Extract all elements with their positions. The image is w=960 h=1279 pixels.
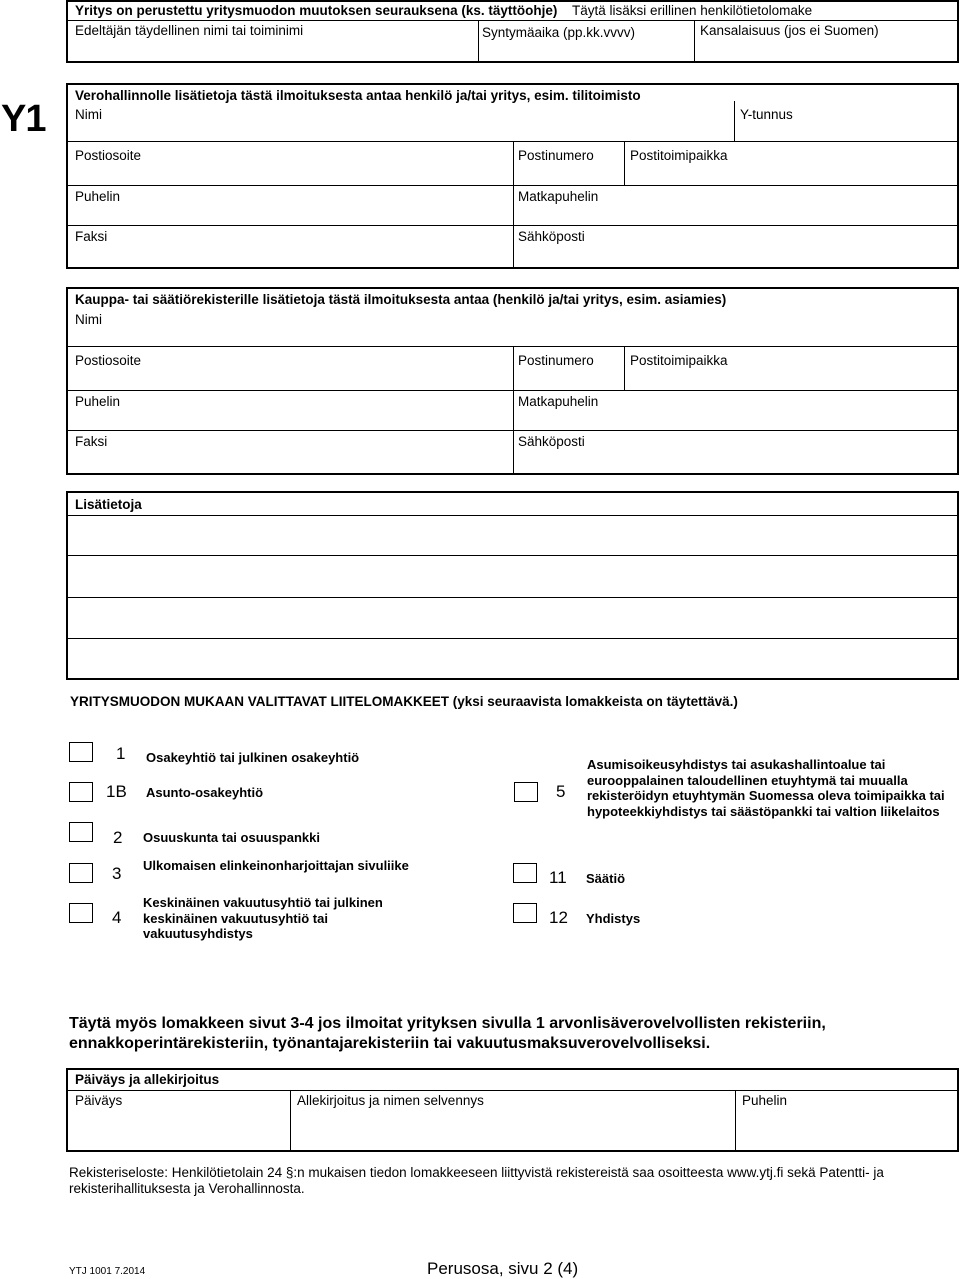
fax-label: Faksi [75, 434, 108, 449]
additional-info-line[interactable] [68, 639, 956, 678]
fax-field[interactable] [68, 451, 511, 472]
date-label: Päiväys [75, 1093, 123, 1108]
form-11-label: Säätiö [586, 871, 626, 886]
address-field[interactable] [68, 371, 511, 389]
form-1-code: 1 [116, 744, 126, 763]
phone-label: Puhelin [75, 189, 121, 204]
divider [734, 101, 735, 141]
form-3-code: 3 [112, 864, 122, 883]
fill-note: Täytä myös lomakkeen sivut 3-4 jos ilmoitat yrityksen sivulla 1 arvonlisäverovelvollisten rekisteriin, ennakkoperintärekisteriin, työnantajarekisteriin tai vakuutusmaksuverovelvolliseksi. [69, 1015, 826, 1052]
form-1b-code: 1B [106, 782, 127, 801]
post-office-field[interactable] [626, 371, 956, 389]
birth-date-label: Syntymäaika (pp.kk.vvvv) [482, 25, 636, 40]
signature-field[interactable] [292, 1110, 733, 1150]
business-id-field[interactable] [736, 124, 956, 141]
email-label: Sähköposti [518, 434, 585, 449]
divider [67, 1090, 958, 1091]
section-code: Y1 [1, 98, 46, 140]
name-label: Nimi [75, 312, 102, 327]
form-5-checkbox[interactable] [514, 782, 538, 802]
citizenship-field[interactable] [696, 40, 956, 61]
email-field[interactable] [515, 246, 956, 266]
divider [513, 346, 514, 473]
postcode-label: Postinumero [518, 148, 594, 163]
business-id-label: Y-tunnus [740, 107, 793, 122]
name-field[interactable] [68, 124, 732, 141]
form-2-checkbox[interactable] [69, 822, 93, 842]
register-notice: Rekisteriseloste: Henkilötietolain 24 §:n mukaisen tiedon lomakkeeseen liittyvistä rekistereistä saa osoitteesta www.ytj.fi sekä Patentti- ja rekisterihallituksesta ja Verohallinnosta. [69, 1165, 884, 1196]
email-label: Sähköposti [518, 229, 585, 244]
postcode-label: Postinumero [518, 353, 594, 368]
address-label: Postiosoite [75, 353, 142, 368]
divider [67, 185, 958, 186]
signature-title: Päiväys ja allekirjoitus [75, 1072, 220, 1087]
additional-info-line[interactable] [68, 516, 956, 554]
additional-info-title: Lisätietoja [75, 497, 142, 512]
mobile-field[interactable] [515, 206, 956, 224]
prev-name-label: Edeltäjän täydellinen nimi tai toiminimi [75, 23, 304, 38]
form-1-label: Osakeyhtiö tai julkinen osakeyhtiö [146, 750, 360, 765]
divider [735, 1090, 736, 1150]
divider [67, 225, 958, 226]
form-3-label: Ulkomaisen elinkeinonharjoittajan sivuliike [143, 858, 409, 873]
address-field[interactable] [68, 166, 511, 184]
name-label: Nimi [75, 107, 102, 122]
fax-label: Faksi [75, 229, 108, 244]
divider [624, 141, 625, 185]
divider [290, 1090, 291, 1150]
name-field[interactable] [68, 329, 956, 346]
post-office-label: Postitoimipaikka [630, 148, 728, 163]
form-2-code: 2 [113, 828, 123, 847]
address-label: Postiosoite [75, 148, 142, 163]
postcode-field[interactable] [515, 166, 622, 184]
trade-contact-title: Kauppa- tai säätiörekisterille lisätietoja tästä ilmoituksesta antaa (henkilö ja/tai yritys, esim. asiamies) [75, 292, 727, 307]
form-2-label: Osuuskunta tai osuuspankki [143, 830, 320, 845]
form-11-checkbox[interactable] [513, 863, 537, 883]
post-office-field[interactable] [626, 166, 956, 184]
divider [624, 346, 625, 390]
date-field[interactable] [68, 1110, 288, 1150]
form-1b-checkbox[interactable] [69, 782, 93, 802]
top-section-title: Yritys on perustettu yritysmuodon muutoksen seurauksena (ks. täyttöohje) [75, 3, 558, 18]
divider [67, 430, 958, 431]
additional-info-line[interactable] [68, 598, 956, 637]
birth-date-field[interactable] [480, 42, 692, 61]
phone-label: Puhelin [742, 1093, 788, 1108]
divider [67, 390, 958, 391]
fax-field[interactable] [68, 246, 511, 266]
forms-heading: YRITYSMUODON MUKAAN VALITTAVAT LIITELOMAKKEET (yksi seuraavista lomakkeista on täytettävä.) [70, 694, 738, 709]
form-4-checkbox[interactable] [69, 903, 93, 923]
additional-info-line[interactable] [68, 556, 956, 596]
form-3-checkbox[interactable] [69, 863, 93, 883]
form-5-label: Asumisoikeusyhdistys tai asukashallintoalue tai eurooppalainen taloudellinen etuyhtymä tai muualla rekisteröidyn etuyhtymän Suomessa oleva toimipaikka tai hypoteekkiyhdistys tai säästöpankki tai valtion liikelaitos [587, 757, 945, 819]
email-field[interactable] [515, 451, 956, 472]
mobile-label: Matkapuhelin [518, 394, 599, 409]
phone-field[interactable] [68, 411, 511, 429]
divider [694, 20, 695, 62]
phone-field[interactable] [68, 206, 511, 224]
mobile-field[interactable] [515, 411, 956, 429]
form-11-code: 11 [549, 868, 567, 887]
form-4-label: Keskinäinen vakuutusyhtiö tai julkinen keskinäinen vakuutusyhtiö tai vakuutusyhdistys [143, 895, 383, 941]
tax-contact-title: Verohallinnolle lisätietoja tästä ilmoituksesta antaa henkilö ja/tai yritys, esim. tilitoimisto [75, 88, 641, 103]
form-12-checkbox[interactable] [513, 903, 537, 923]
post-office-label: Postitoimipaikka [630, 353, 728, 368]
form-1-checkbox[interactable] [69, 742, 93, 762]
top-section-note: Täytä lisäksi erillinen henkilötietolomake [572, 3, 813, 18]
form-4-code: 4 [112, 908, 122, 927]
mobile-label: Matkapuhelin [518, 189, 599, 204]
form-1b-label: Asunto-osakeyhtiö [146, 785, 264, 800]
prev-name-field[interactable] [68, 40, 476, 61]
divider [513, 141, 514, 267]
phone-label: Puhelin [75, 394, 121, 409]
form-code: YTJ 1001 7.2014 [69, 1266, 146, 1277]
citizenship-label: Kansalaisuus (jos ei Suomen) [700, 23, 879, 38]
postcode-field[interactable] [515, 371, 622, 389]
form-5-code: 5 [556, 782, 566, 801]
signature-phone-field[interactable] [737, 1110, 956, 1150]
sign-label: Allekirjoitus ja nimen selvennys [297, 1093, 484, 1108]
divider [478, 20, 479, 62]
form-12-label: Yhdistys [586, 911, 641, 926]
divider [67, 20, 958, 21]
page-label: Perusosa, sivu 2 (4) [427, 1259, 579, 1278]
form-12-code: 12 [549, 908, 568, 927]
